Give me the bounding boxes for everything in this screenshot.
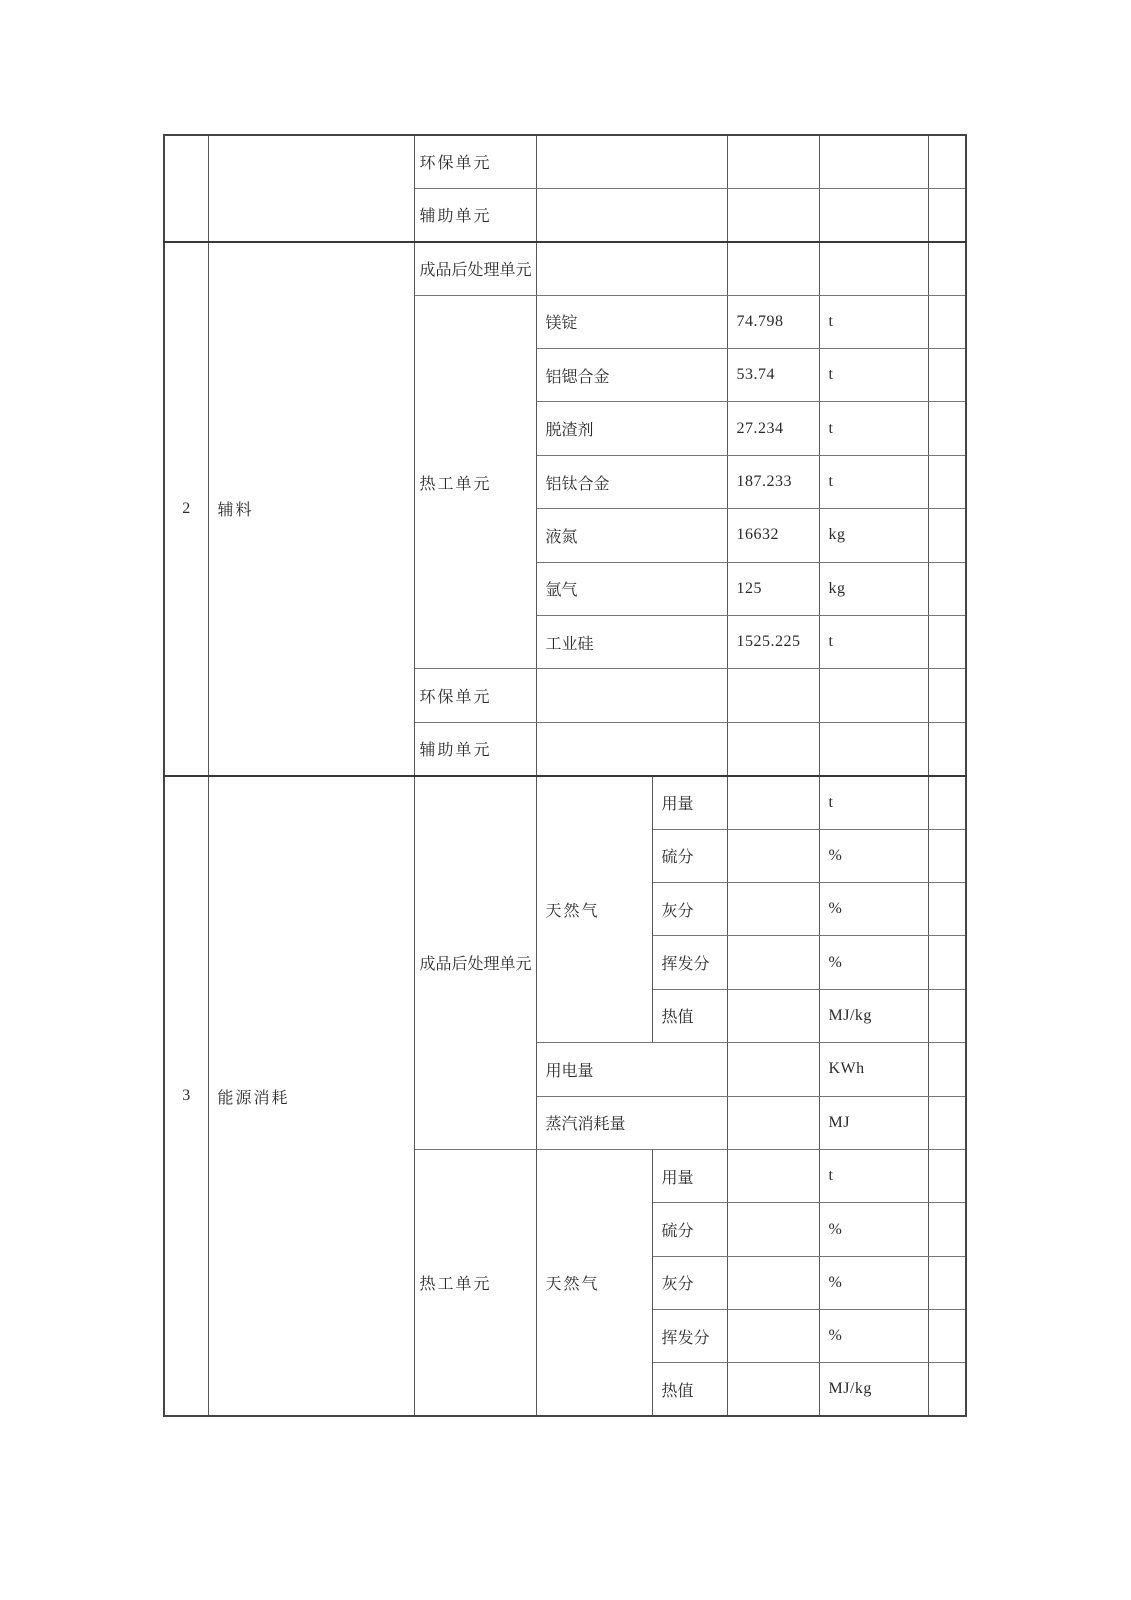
remark-cell-blank <box>928 616 966 669</box>
remark-cell-blank <box>928 829 966 882</box>
value-cell-blank <box>727 135 819 188</box>
remark-cell-blank <box>928 455 966 508</box>
gas-param-cell: 热值 <box>652 989 727 1042</box>
material-name-cell: 铝钛合金 <box>536 455 727 508</box>
gas-param-cell: 挥发分 <box>652 936 727 989</box>
measure-unit-cell: t <box>819 349 928 402</box>
measure-unit-cell: kg <box>819 509 928 562</box>
category-cell-blank <box>208 135 414 242</box>
material-name-cell: 液氮 <box>536 509 727 562</box>
process-unit-cell: 辅助单元 <box>414 188 536 241</box>
remark-cell-blank <box>928 402 966 455</box>
value-cell-blank <box>727 1310 819 1363</box>
measure-unit-cell-blank <box>819 722 928 775</box>
table-row <box>164 242 966 295</box>
value-cell-blank <box>727 882 819 935</box>
material-value-cell: 27.234 <box>727 402 819 455</box>
energy-item-cell: 用电量 <box>536 1043 727 1096</box>
measure-unit-cell-blank <box>819 188 928 241</box>
material-value-cell: 53.74 <box>727 349 819 402</box>
remark-cell-blank <box>928 989 966 1042</box>
measure-unit-cell-blank <box>819 242 928 295</box>
remark-cell-blank <box>928 936 966 989</box>
remark-cell-blank <box>928 1043 966 1096</box>
material-name-cell: 镁锭 <box>536 295 727 348</box>
item-cell-blank <box>536 669 727 722</box>
category-cell: 辅料 <box>208 242 414 776</box>
measure-unit-cell-blank <box>819 669 928 722</box>
measure-unit-cell: t <box>819 295 928 348</box>
value-cell-blank <box>727 1203 819 1256</box>
energy-item-cell: 蒸汽消耗量 <box>536 1096 727 1149</box>
gas-param-cell: 硫分 <box>652 829 727 882</box>
value-cell-blank <box>727 989 819 1042</box>
material-name-cell: 脱渣剂 <box>536 402 727 455</box>
remark-cell-blank <box>928 882 966 935</box>
remark-cell-blank <box>928 1149 966 1202</box>
measure-unit-cell: t <box>819 616 928 669</box>
measure-unit-cell-blank <box>819 135 928 188</box>
measure-unit-cell: % <box>819 1203 928 1256</box>
energy-source-cell: 天然气 <box>536 776 652 1043</box>
value-cell-blank <box>727 829 819 882</box>
measure-unit-cell: MJ/kg <box>819 989 928 1042</box>
measure-unit-cell: t <box>819 1149 928 1202</box>
value-cell-blank <box>727 188 819 241</box>
value-cell-blank <box>727 669 819 722</box>
energy-source-cell: 天然气 <box>536 1149 652 1416</box>
serial-cell: 3 <box>164 776 208 1417</box>
value-cell-blank <box>727 776 819 829</box>
table-row <box>164 135 966 188</box>
measure-unit-cell: t <box>819 776 928 829</box>
value-cell-blank <box>727 1149 819 1202</box>
remark-cell-blank <box>928 242 966 295</box>
remark-cell-blank <box>928 295 966 348</box>
material-value-cell: 1525.225 <box>727 616 819 669</box>
process-unit-cell: 环保单元 <box>414 669 536 722</box>
remark-cell-blank <box>928 349 966 402</box>
remark-cell-blank <box>928 509 966 562</box>
gas-param-cell: 硫分 <box>652 1203 727 1256</box>
value-cell-blank <box>727 936 819 989</box>
measure-unit-cell: % <box>819 936 928 989</box>
remark-cell-blank <box>928 1363 966 1416</box>
remark-cell-blank <box>928 1310 966 1363</box>
gas-param-cell: 热值 <box>652 1363 727 1416</box>
category-cell: 能源消耗 <box>208 776 414 1417</box>
process-unit-cell: 成品后处理单元 <box>414 242 536 295</box>
gas-param-cell: 挥发分 <box>652 1310 727 1363</box>
measure-unit-cell: % <box>819 882 928 935</box>
value-cell-blank <box>727 1363 819 1416</box>
material-name-cell: 铝锶合金 <box>536 349 727 402</box>
material-name-cell: 工业硅 <box>536 616 727 669</box>
process-unit-cell: 成品后处理单元 <box>414 776 536 1150</box>
gas-param-cell: 灰分 <box>652 882 727 935</box>
table-row <box>164 776 966 829</box>
remark-cell-blank <box>928 1096 966 1149</box>
item-cell-blank <box>536 242 727 295</box>
remark-cell-blank <box>928 776 966 829</box>
material-name-cell: 氩气 <box>536 562 727 615</box>
gas-param-cell: 用量 <box>652 776 727 829</box>
value-cell-blank <box>727 1043 819 1096</box>
measure-unit-cell: % <box>819 829 928 882</box>
value-cell-blank <box>727 242 819 295</box>
item-cell-blank <box>536 722 727 775</box>
process-unit-cell: 热工单元 <box>414 295 536 669</box>
measure-unit-cell: t <box>819 402 928 455</box>
material-value-cell: 187.233 <box>727 455 819 508</box>
serial-cell: 2 <box>164 242 208 776</box>
value-cell-blank <box>727 722 819 775</box>
value-cell-blank <box>727 1256 819 1309</box>
measure-unit-cell: t <box>819 455 928 508</box>
item-cell-blank <box>536 135 727 188</box>
gas-param-cell: 用量 <box>652 1149 727 1202</box>
material-value-cell: 125 <box>727 562 819 615</box>
measure-unit-cell: kg <box>819 562 928 615</box>
material-value-cell: 74.798 <box>727 295 819 348</box>
material-value-cell: 16632 <box>727 509 819 562</box>
remark-cell-blank <box>928 1203 966 1256</box>
measure-unit-cell: MJ <box>819 1096 928 1149</box>
remark-cell-blank <box>928 669 966 722</box>
measure-unit-cell: % <box>819 1256 928 1309</box>
measure-unit-cell: % <box>819 1310 928 1363</box>
process-unit-cell: 热工单元 <box>414 1149 536 1416</box>
measure-unit-cell: MJ/kg <box>819 1363 928 1416</box>
process-unit-cell: 环保单元 <box>414 135 536 188</box>
serial-cell-blank <box>164 135 208 242</box>
remark-cell-blank <box>928 188 966 241</box>
value-cell-blank <box>727 1096 819 1149</box>
remark-cell-blank <box>928 722 966 775</box>
material-energy-consumption-table <box>163 134 967 1417</box>
remark-cell-blank <box>928 562 966 615</box>
remark-cell-blank <box>928 135 966 188</box>
measure-unit-cell: KWh <box>819 1043 928 1096</box>
process-unit-cell: 辅助单元 <box>414 722 536 775</box>
gas-param-cell: 灰分 <box>652 1256 727 1309</box>
remark-cell-blank <box>928 1256 966 1309</box>
item-cell-blank <box>536 188 727 241</box>
